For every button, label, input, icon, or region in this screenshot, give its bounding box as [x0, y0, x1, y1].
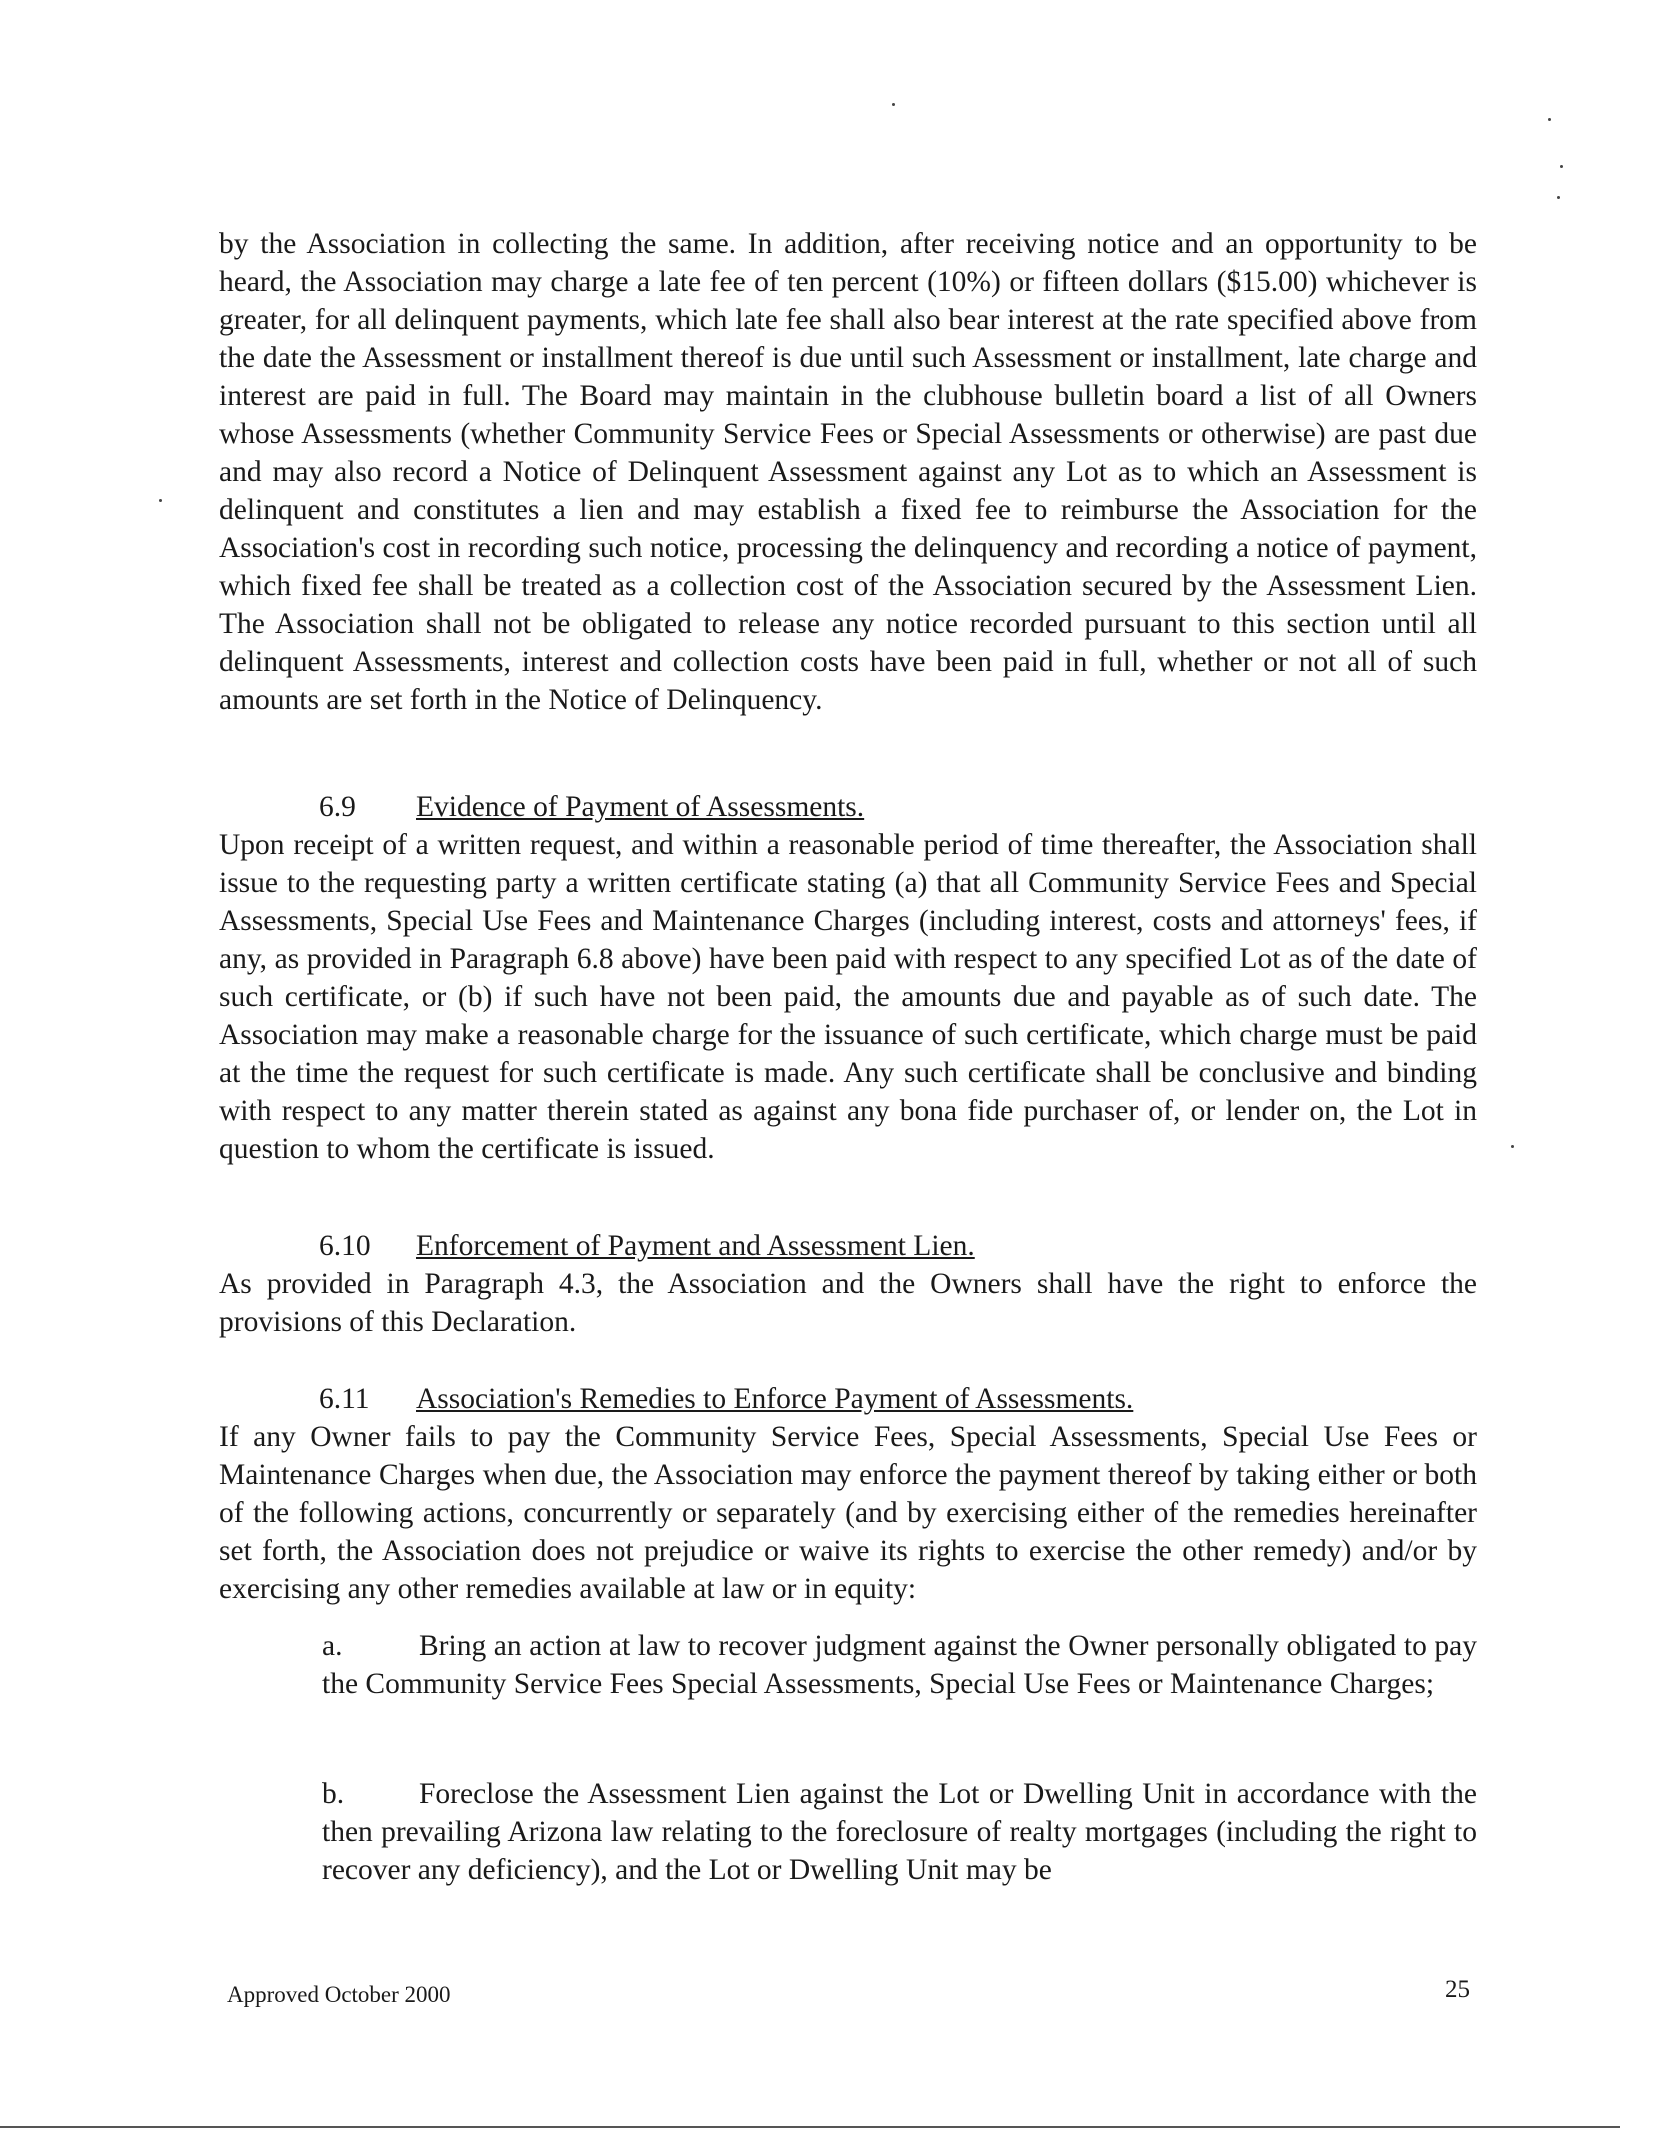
scan-speck — [1548, 118, 1551, 121]
paragraph-intro: by the Association in collecting the same. In addition, after receiving notice and an opportunity to be heard, the Association may charge a late fee of ten percent (10%) or fifteen dollars ($15.00) whichever is greater, for all delinquent payments, which late fee shall also bear interest at the rate specified above from the date the Assessment or installment thereof is due until such Assessment or installment, late charge and interest are paid in full. The Board may maintain in the clubhouse bulletin board a list of all Owners whose Assessments (whether Community Service Fees or Special Assessments or otherwise) are past due and may also record a Notice of Delinquent Assessment against any Lot as to which an Assessment is delinquent and constitutes a lien and may establish a fixed fee to reimburse the Association for the Association's cost in recording such notice, processing the delinquency and recording a notice of payment, which fixed fee shall be treated as a collection cost of the Association secured by the Assessment Lien. The Association shall not be obligated to release any notice recorded pursuant to this section until all delinquent Assessments, interest and collection costs have been paid in full, whether or not all of such amounts are set forth in the Notice of Delinquency. — [219, 228, 1477, 716]
section-title: Association's Remedies to Enforce Payment of Assessments. — [416, 1383, 1134, 1415]
scan-speck — [1560, 165, 1563, 168]
section-title: Evidence of Payment of Assessments. — [416, 791, 865, 823]
scan-speck — [1511, 1145, 1514, 1148]
section-text: As provided in Paragraph 4.3, the Association and the Owners shall have the right to enforce the provisions of this Declaration. — [219, 1268, 1477, 1338]
section-6-10 — [219, 1227, 1477, 1341]
section-number: 6.11 — [319, 1383, 370, 1415]
section-title: Enforcement of Payment and Assessment Lien. — [416, 1230, 975, 1262]
section-6-9 — [219, 788, 1477, 1168]
scan-speck — [159, 499, 162, 502]
page-number: 25 — [1445, 1976, 1470, 2003]
section-number: 6.9 — [319, 791, 356, 823]
bottom-rule — [0, 2126, 1620, 2128]
list-item-a — [322, 1627, 1477, 1703]
list-item-text: Foreclose the Assessment Lien against the Lot or Dwelling Unit in accordance with the then prevailing Arizona law relating to the foreclosure of realty mortgages (including the right to recover any deficiency), and the Lot or Dwelling Unit may be — [322, 1778, 1477, 1886]
list-item-b — [322, 1775, 1477, 1889]
footer-approved: Approved October 2000 — [227, 1982, 451, 2007]
section-number: 6.10 — [319, 1230, 371, 1262]
section-text: Upon receipt of a written request, and within a reasonable period of time thereafter, the Association shall issue to the requesting party a written certificate stating (a) that all Community Service Fees and Special Assessments, Special Use Fees and Maintenance Charges (including interest, costs and attorneys' fees, if any, as provided in Paragraph 6.8 above) have been paid with respect to any specified Lot as of the date of such certificate, or (b) if such have not been paid, the amounts due and payable as of such date. The Association may make a reasonable charge for the issuance of such certificate, which charge must be paid at the time the request for such certificate is made. Any such certificate shall be conclusive and binding with respect to any matter therein stated as against any bona fide purchaser of, or lender on, the Lot in question to whom the certificate is issued. — [219, 829, 1477, 1165]
section-heading — [219, 788, 1477, 826]
scan-speck — [1557, 196, 1560, 199]
list-item-label: a. — [322, 1630, 343, 1662]
section-heading — [219, 1380, 1477, 1418]
scan-speck — [892, 103, 895, 106]
section-heading — [219, 1227, 1477, 1265]
list-item-label: b. — [322, 1778, 345, 1810]
section-6-11 — [219, 1380, 1477, 1608]
section-text: If any Owner fails to pay the Community Service Fees, Special Assessments, Special Use Fees or Maintenance Charges when due, the Association may enforce the payment thereof by taking either or both of the following actions, concurrently or separately (and by exercising either of the remedies hereinafter set forth, the Association does not prejudice or waive its rights to exercise the other remedy) and/or by exercising any other remedies available at law or in equity: — [219, 1421, 1477, 1605]
list-item-text: Bring an action at law to recover judgment against the Owner personally obligated to pay the Community Service Fees Special Assessments, Special Use Fees or Maintenance Charges; — [322, 1630, 1477, 1700]
